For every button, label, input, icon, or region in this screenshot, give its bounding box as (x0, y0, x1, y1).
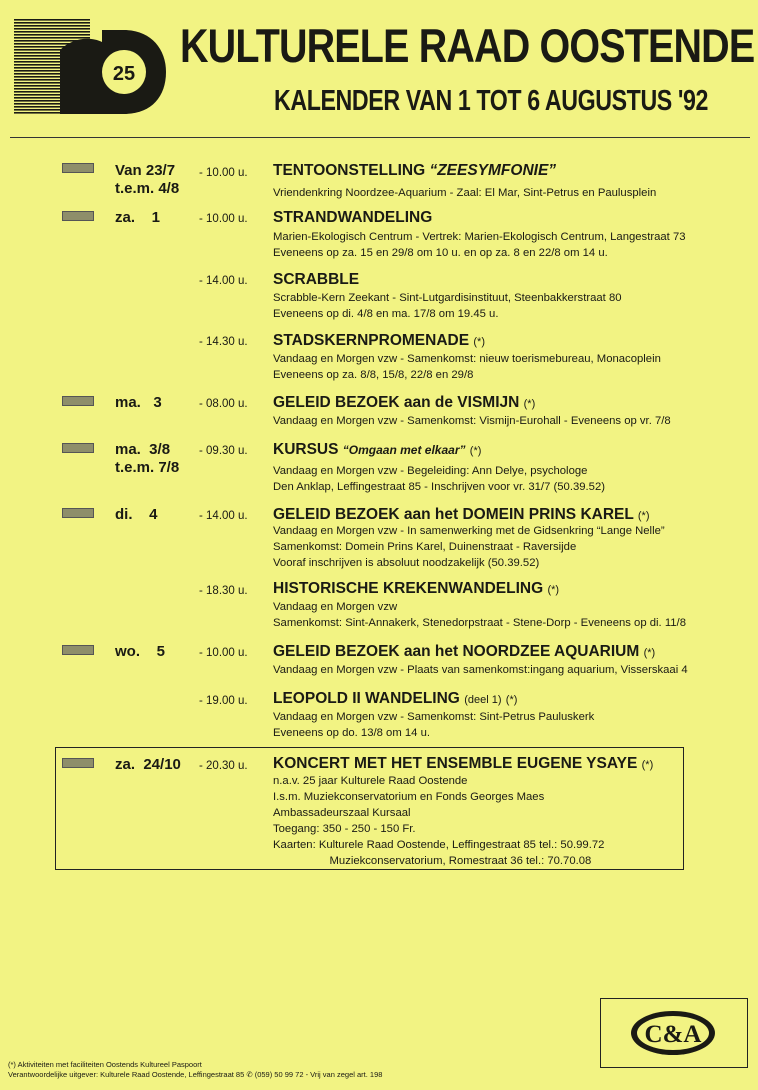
event-details: Scrabble-Kern Zeekant - Sint-Lutgardisinstituut, Steenbakkerstraat 80 Eveneens op di. 4/8 en ma. 17/8 om 19.45 u. (273, 292, 622, 320)
event-details: Vandaag en Morgen vzw Samenkomst: Sint-Annakerk, Stenedorpstraat - Stene-Dorp - Eveneens op di. 11/8 (273, 601, 686, 629)
event-details: Vandaag en Morgen vzw - Plaats van samenkomst:ingang aquarium, Visserskaai 4 (273, 664, 688, 676)
sponsor-box (600, 998, 748, 1068)
event-title: GELEID BEZOEK aan de VISMIJN (*) (273, 394, 536, 411)
event-title: LEOPOLD II WANDELING (deel 1) (*) (273, 690, 518, 707)
event-details: Vandaag en Morgen vzw - Samenkomst: Vismijn-Eurohall - Eveneens op vr. 7/8 (273, 415, 671, 427)
event-time: - 14.00 u. (199, 510, 248, 522)
page-subtitle: KALENDER VAN 1 TOT 6 AUGUSTUS '92 (274, 85, 709, 117)
event-details: Vriendenkring Noordzee-Aquarium - Zaal: El Mar, Sint-Petrus en Paulusplein (273, 187, 657, 199)
event-title: TENTOONSTELLING “ZEESYMFONIE” (273, 162, 557, 179)
event-marker (62, 758, 94, 768)
event-marker (62, 508, 94, 518)
event-time: - 10.00 u. (199, 167, 248, 179)
event-date: ma. 3 (115, 394, 162, 411)
event-title: HISTORISCHE KREKENWANDELING (*) (273, 580, 560, 597)
event-details: Vandaag en Morgen vzw - Begeleiding: Ann Delye, psychologe Den Anklap, Leffingestraat 85 - Inschrijven voor vr. 31/7 (50.39.52) (273, 465, 605, 493)
event-title: SCRABBLE (273, 271, 360, 288)
page-title: KULTURELE RAAD OOSTENDE (180, 19, 755, 72)
event-title: KONCERT MET HET ENSEMBLE EUGENE YSAYE (*) (273, 755, 654, 772)
event-marker (62, 645, 94, 655)
event-details: Vandaag en Morgen vzw - Samenkomst: nieuw toerismebureau, Monacoplein Eveneens op za. 8/8, 15/8, 22/8 en 29/8 (273, 353, 661, 381)
footnote: (*) Aktiviteiten met faciliteiten Oostends Kultureel Paspoort (8, 1060, 202, 1069)
logo-number: 25 (112, 63, 136, 85)
event-details: n.a.v. 25 jaar Kulturele Raad Oostende I.s.m. Muziekconservatorium en Fonds Georges Maes Ambassadeurszaal Kursaal Toegang: 350 - 250 - 150 Fr. Kaarten: Kulturele Raad Oostende, Leffingestraat 85 tel.: 50.99.72 Muziekconservatorium, Romestraat 36 tel.: 70.70.08 (273, 775, 605, 867)
event-marker (62, 396, 94, 406)
event-time: - 10.00 u. (199, 213, 248, 225)
event-date: za. 24/10 (115, 756, 181, 773)
event-marker (62, 443, 94, 453)
event-details: Vandaag en Morgen vzw - Samenkomst: Sint-Petrus Pauluskerk Eveneens op do. 13/8 om 14 u. (273, 711, 595, 739)
header-divider (10, 137, 750, 138)
ca-logo (601, 999, 746, 1066)
event-details: Marien-Ekologisch Centrum - Vertrek: Marien-Ekologisch Centrum, Langestraat 73 Eveneens op za. 15 en 29/8 om 10 u. en op za. 8 en 22/8 om 14 u. (273, 231, 686, 259)
event-time: - 09.30 u. (199, 445, 248, 457)
event-time: - 20.30 u. (199, 760, 248, 772)
event-marker (62, 211, 94, 221)
event-time: - 19.00 u. (199, 695, 248, 707)
event-date: wo. 5 (115, 643, 166, 660)
event-title: GELEID BEZOEK aan het NOORDZEE AQUARIUM (*) (273, 643, 656, 660)
event-title: STADSKERNPROMENADE (*) (273, 332, 485, 349)
event-date: za. 1 (115, 209, 161, 226)
event-title: GELEID BEZOEK aan het DOMEIN PRINS KAREL (*) (273, 506, 650, 523)
event-date: di. 4 (115, 506, 158, 523)
event-time: - 14.00 u. (199, 275, 248, 287)
event-date: ma. 3/8 t.e.m. 7/8 (115, 441, 180, 476)
event-time: - 18.30 u. (199, 585, 248, 597)
event-date: Van 23/7 t.e.m. 4/8 (115, 162, 180, 197)
ca-logo-text: C&A (644, 1021, 702, 1048)
publisher-line: Verantwoordelijke uitgever: Kulturele Raad Oostende, Leffingestraat 85 ✆ (059) 50 99 72 - Vrij van zegel art. 198 (8, 1070, 383, 1079)
event-time: - 14.30 u. (199, 336, 248, 348)
event-time: - 10.00 u. (199, 647, 248, 659)
event-time: - 08.00 u. (199, 398, 248, 410)
event-title: KURSUS “Omgaan met elkaar” (*) (273, 441, 482, 458)
event-details: Vandaag en Morgen vzw - In samenwerking met de Gidsenkring “Lange Nelle” Samenkomst: Domein Prins Karel, Duinenstraat - Raversijde Vooraf inschrijven is absoluut noodzakelijk (50.39.52) (273, 525, 665, 569)
event-marker (62, 163, 94, 173)
kulturele-raad-logo (12, 16, 168, 116)
event-title: STRANDWANDELING (273, 209, 433, 226)
